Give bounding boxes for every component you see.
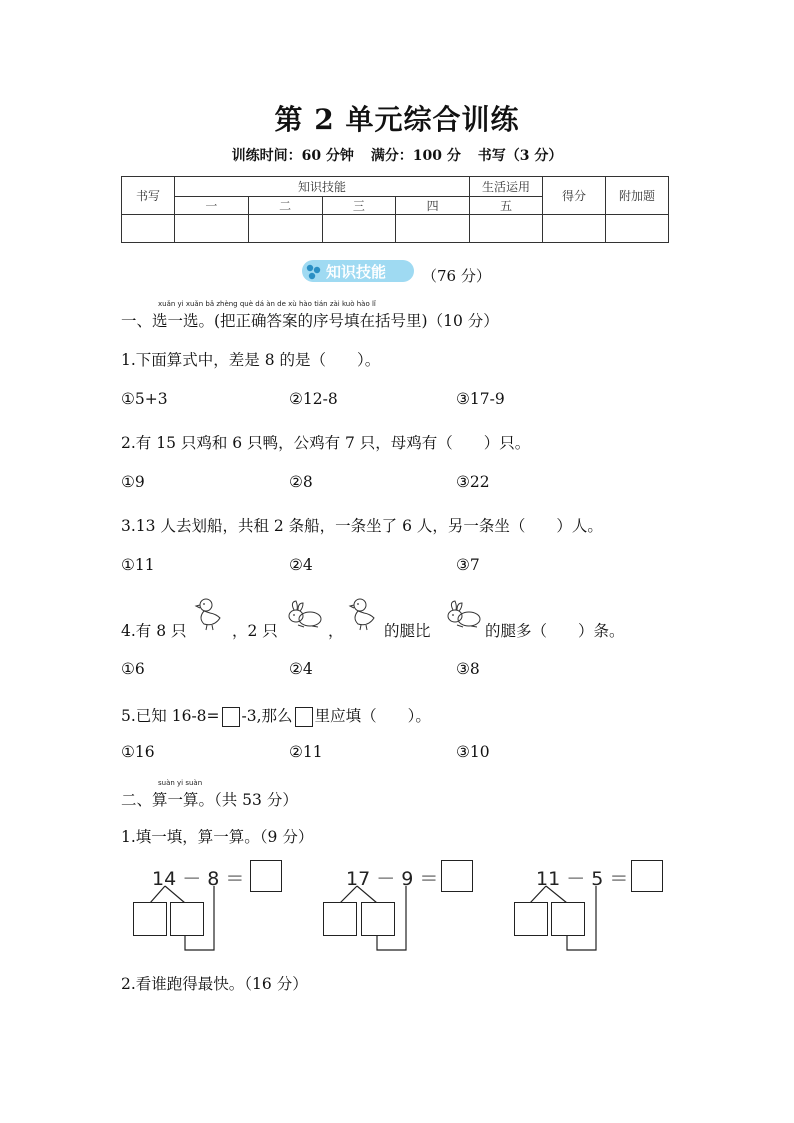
answer-box[interactable] bbox=[323, 902, 357, 936]
col-1: 一 bbox=[175, 197, 249, 215]
option-b[interactable]: ②8 bbox=[289, 473, 313, 491]
option-a[interactable]: ①9 bbox=[121, 473, 145, 491]
part2-heading: 二、算一算。（共 53 分） bbox=[121, 791, 298, 809]
math-expression: 17 － 9 ＝ bbox=[346, 868, 439, 890]
col-2: 二 bbox=[248, 197, 322, 215]
part2-q2: 2.看谁跑得最快。（16 分） bbox=[121, 975, 308, 993]
part2-q1: 1.填一填，算一算。（9 分） bbox=[121, 828, 314, 846]
answer-box[interactable] bbox=[631, 860, 663, 892]
question-4-part1: 4.有 8 只 bbox=[121, 622, 187, 640]
question-4-part3: ， bbox=[328, 622, 344, 640]
answer-box[interactable] bbox=[361, 902, 395, 936]
writing-header: 书写 bbox=[122, 177, 175, 215]
math-expression: 11 － 5 ＝ bbox=[536, 868, 629, 890]
question-5-part1: 5.已知 16-8= bbox=[121, 707, 220, 725]
question-5-part2: -3,那么 bbox=[241, 707, 293, 725]
pinyin-line: xuǎn yi xuǎn bǎ zhèng què dá àn de xù hào tián zài kuò hào lǐ bbox=[158, 300, 376, 308]
pinyin-line: suàn yi suàn bbox=[158, 779, 203, 787]
exam-full-score: 满分：100 分 bbox=[370, 148, 461, 164]
col-4: 四 bbox=[396, 197, 470, 215]
answer-box[interactable] bbox=[551, 902, 585, 936]
answer-box[interactable] bbox=[441, 860, 473, 892]
question-4-part2: ，2 只 bbox=[232, 622, 278, 640]
option-c[interactable]: ③17-9 bbox=[456, 390, 505, 408]
option-c[interactable]: ③8 bbox=[456, 660, 480, 678]
question-4-part5: 的腿多（ ）条。 bbox=[485, 622, 625, 640]
question-5-part3: 里应填（ ）。 bbox=[314, 707, 431, 725]
col-3: 三 bbox=[322, 197, 396, 215]
option-b[interactable]: ②4 bbox=[289, 660, 313, 678]
option-c[interactable]: ③10 bbox=[456, 743, 490, 761]
answer-box[interactable] bbox=[514, 902, 548, 936]
option-a[interactable]: ①11 bbox=[121, 556, 155, 574]
knowledge-header: 知识技能 bbox=[175, 177, 470, 197]
answer-box[interactable] bbox=[133, 902, 167, 936]
option-c[interactable]: ③7 bbox=[456, 556, 480, 574]
bonus-header: 附加题 bbox=[606, 177, 669, 215]
exam-writing-score: 书写（3 分） bbox=[477, 148, 563, 164]
score-header: 得分 bbox=[543, 177, 606, 215]
option-a[interactable]: ①6 bbox=[121, 660, 145, 678]
question-1: 1.下面算式中，差是 8 的是（ ）。 bbox=[121, 351, 381, 369]
answer-box[interactable] bbox=[170, 902, 204, 936]
option-b[interactable]: ②12-8 bbox=[289, 390, 338, 408]
option-b[interactable]: ②11 bbox=[289, 743, 323, 761]
col-5: 五 bbox=[470, 197, 543, 215]
option-c[interactable]: ③22 bbox=[456, 473, 490, 491]
option-a[interactable]: ①5+3 bbox=[121, 390, 168, 408]
life-header: 生活运用 bbox=[470, 177, 543, 197]
section-score: （76 分） bbox=[422, 267, 491, 285]
exam-time: 训练时间：60 分钟 bbox=[231, 148, 354, 164]
question-4-part4: 的腿比 bbox=[384, 622, 431, 640]
section-label: 知识技能 bbox=[326, 263, 387, 281]
question-2: 2.有 15 只鸡和 6 只鸭，公鸡有 7 只，母鸡有（ ）只。 bbox=[121, 434, 531, 452]
option-b[interactable]: ②4 bbox=[289, 556, 313, 574]
math-expression: 14 － 8 ＝ bbox=[152, 868, 245, 890]
page-title: 第 2 单元综合训练 bbox=[274, 103, 520, 136]
part1-heading: 一、选一选。(把正确答案的序号填在括号里)（10 分） bbox=[121, 312, 499, 330]
question-3: 3.13 人去划船，共租 2 条船，一条坐了 6 人，另一条坐（ ）人。 bbox=[121, 517, 603, 535]
option-a[interactable]: ①16 bbox=[121, 743, 155, 761]
